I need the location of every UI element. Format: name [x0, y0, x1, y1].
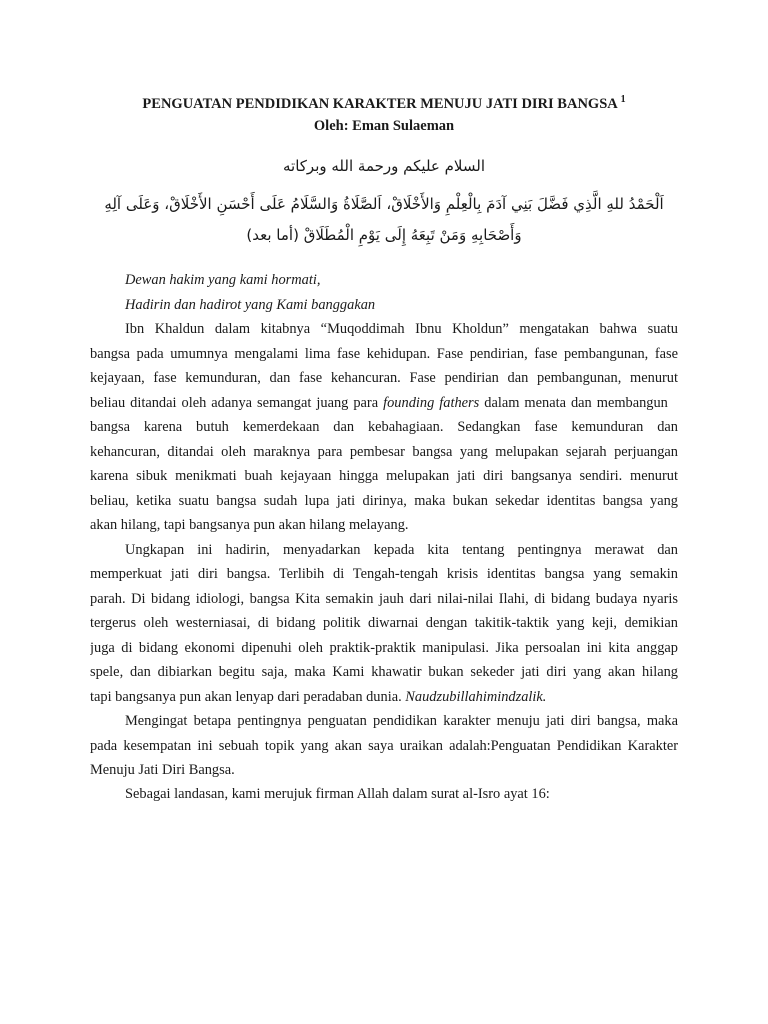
paragraph-1-line: bangsa karena butuh kemerdekaan dan kebahagiaan. Sedangkan fase kemunduran dan	[90, 419, 678, 435]
document-title	[0, 94, 768, 113]
paragraph-1-line: kehancuran, ditandai oleh maraknya para pembesar bangsa yang melupakan sejarah perjuangan	[90, 444, 678, 460]
greeting-line-1: Dewan hakim yang kami hormati,	[125, 272, 321, 288]
paragraph-1-line: bangsa pada umumnya mengalami lima fase kehidupan. Fase pendirian, fase pembangunan, fase	[90, 346, 678, 362]
paragraph-3-line: pada kesempatan ini sebuah topik yang akan saya uraikan adalah:Penguatan Pendidikan Karakter	[90, 738, 678, 754]
paragraph-1-line: kejayaan, fase kemunduran, dan fase kehancuran. Fase pendirian dan pembangunan, menurut	[90, 370, 678, 386]
text-run: beliau ditandai oleh adanya semangat juang para	[90, 395, 384, 411]
text-run: tapi bangsanya pun akan lenyap dari peradaban dunia.	[90, 689, 406, 705]
paragraph-2-line: memperkuat jati diri bangsa. Terlibih di Tengah-tengah krisis identitas bangsa yang semakin	[90, 566, 678, 582]
paragraph-1-line: akan hilang, tapi bangsanya pun akan hilang melayang.	[90, 517, 409, 533]
paragraph-2-line: juga di bidang ekonomi dipenuhi oleh praktik-praktik manipulasi. Jika persoalan ini kita anggap	[90, 640, 678, 656]
arabic-salam: السلام عليكم ورحمة الله وبركاته	[283, 157, 485, 175]
italic-term: Naudzubillahimindzalik.	[405, 689, 547, 705]
arabic-hamdalah-line-1: اَلْحَمْدُ للهِ الَّذِي فَضَّلَ بَنِي آدَمَ بِالْعِلْمِ وَالأَخْلَاقْ، اَلصَّلَاةُ وَالسَّلَامُ عَلَى أَحْسَنِ الأَخْلَاقْ، وَعَلَى آلِهِ	[104, 195, 664, 213]
paragraph-1-line: beliau, ketika suatu bangsa sudah lupa jati dirinya, maka bukan sekedar identitas bangsa yang	[90, 493, 678, 509]
paragraph-2-line: spele, dan dibiarkan begitu saja, maka Kami khawatir bukan sekeder jati diri yang akan hilang	[90, 664, 678, 680]
text-run: dalam menata dan membangun	[479, 395, 668, 411]
footnote-reference: 1	[620, 94, 626, 105]
arabic-hamdalah-line-2: وَأَصْحَابِهِ وَمَنْ تَبِعَهُ إِلَى يَوْمِ الْمُطَلَاقْ (أما بعد)	[246, 226, 522, 244]
italic-term: founding fathers	[383, 395, 480, 411]
paragraph-2-line: parah. Di bidang idiologi, bangsa Kita semakin jauh dari nilai-nilai Ilahi, di bidang budaya nyaris	[90, 591, 678, 607]
greeting-line-2: Hadirin dan hadirot yang Kami banggakan	[125, 297, 376, 313]
paragraph-2-line: Ungkapan ini hadirin, menyadarkan kepada kita tentang pentingnya merawat dan	[125, 542, 678, 558]
title-text: PENGUATAN PENDIDIKAN KARAKTER MENUJU JATI DIRI BANGSA	[142, 95, 617, 112]
paragraph-2-line	[90, 689, 678, 706]
paragraph-2-line: tergerus oleh westerniasai, di bidang politik diwarnai dengan takitik-taktik yang keji, demikian	[90, 615, 678, 631]
paragraph-3-line: Mengingat betapa pentingnya penguatan pendidikan karakter menuju jati diri bangsa, maka	[125, 713, 678, 729]
paragraph-1-line: karena sibuk menikmati buah kejayaan hingga melupakan jati diri bangsanya sendiri. menurut	[90, 468, 678, 484]
paragraph-4-line: Sebagai landasan, kami merujuk firman Allah dalam surat al-Isro ayat 16:	[125, 786, 550, 802]
paragraph-1-line: Ibn Khaldun dalam kitabnya “Muqoddimah Ibnu Kholdun” mengatakan bahwa suatu	[125, 321, 678, 337]
paragraph-3-line: Menuju Jati Diri Bangsa.	[90, 762, 235, 778]
paragraph-1-line	[90, 395, 678, 412]
author-line: Oleh: Eman Sulaeman	[313, 118, 455, 134]
